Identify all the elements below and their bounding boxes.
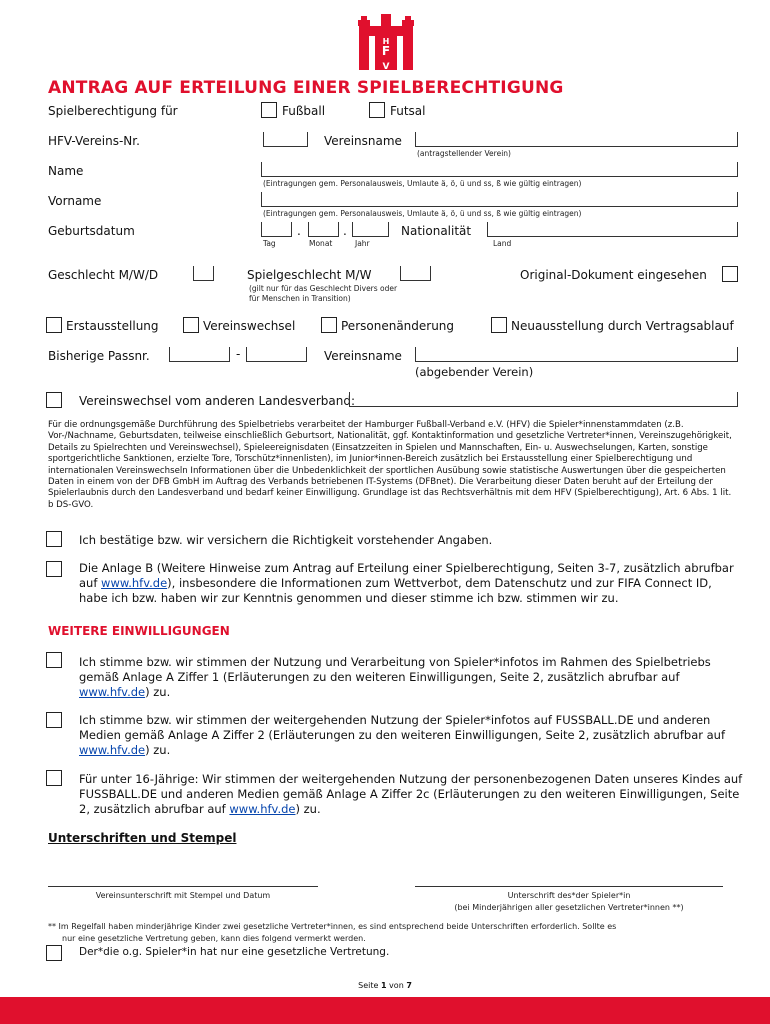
date-dot-2: . xyxy=(343,224,347,238)
neuausstellung-checkbox[interactable] xyxy=(491,317,507,333)
vereinsname-hint: (antragstellender Verein) xyxy=(417,149,511,158)
unterschriften-title: Unterschriften und Stempel xyxy=(48,831,237,845)
consent-fussballde-checkbox[interactable] xyxy=(46,712,62,728)
verein-signature-label: Vereinsunterschrift mit Stempel und Datum xyxy=(95,891,271,900)
form-title: ANTRAG AUF ERTEILUNG EINER SPIELBERECHTIGUNG xyxy=(48,78,564,98)
hfv-link[interactable]: www.hfv.de xyxy=(79,743,146,757)
name-hint: (Eintragungen gem. Personalausweis, Umlaute ä, ö, ü und ss, ß wie gültig eintragen) xyxy=(263,179,582,188)
spieler-signature-line[interactable] xyxy=(415,886,723,887)
abgebender-hint: (abgebender Verein) xyxy=(415,365,534,379)
personenaenderung-checkbox[interactable] xyxy=(321,317,337,333)
spieler-signature-label: Unterschrift des*der Spieler*in xyxy=(507,891,631,900)
vereinsname2-label: Vereinsname xyxy=(324,349,402,363)
vereinswechsel-label: Vereinswechsel xyxy=(203,319,296,333)
fussball-label: Fußball xyxy=(282,104,326,118)
confirm-richtigkeit-text: Ich bestätige bzw. wir versichern die Richtigkeit vorstehender Angaben. xyxy=(79,533,493,547)
weitere-einwilligungen-title: WEITERE EINWILLIGUNGEN xyxy=(48,624,230,638)
spielberechtigung-label: Spielberechtigung für xyxy=(48,104,178,118)
monat-field[interactable] xyxy=(308,236,338,237)
landesverband-field[interactable] xyxy=(349,406,737,407)
datenschutz-text: Für die ordnungsgemäße Durchführung des Spielbetriebs verarbeitet der Hamburger Fußball-Verband e.V. (HFV) die Spieler*innenstammdaten (z.B. Vor-/Nachname, Geburtsdaten, teilweise einschließlich Geburtsort, Nationalität, ggf. Kontaktinformation und gesetzliche Vertreter*innen, Vereinszugehörigkeit, Details zu Spielrechten und Vereinswechsel), Spieleereignisdaten (Einsatzzeiten in Spielen und Mannschaften, Ein- u. Auswechselungen, Karten, sonstige sportgerichtliche Sanktionen, erzielte Tore, Torschütz*innenlisten), im Junior*innen-Bereich zusätzlich bei Erstausstellung einer Spielberechtigung und internationalen Vereinswechseln Informationen über die Unbedenklichkeit der sportlichen Ausübung sowie statistische Auswertungen über die gespeicherten Daten in einem von der DFB GmbH im Auftrag des Verbands betriebenen IT-Systems (DFBnet). Die Verarbeitung dieser Daten beruht auf der Erteilung der Spielerlaubnis durch den Landesverband und bedarf keiner Einwilligung. Grundlage ist das Rechtsverhältnis mit dem HFV (Spielberechtigung), Art. 6 Abs. 1 lit. b DS-GVO. xyxy=(48,420,732,510)
hfv-link[interactable]: www.hfv.de xyxy=(229,802,296,816)
consent-fotos-checkbox[interactable] xyxy=(46,652,62,668)
footnote-line-1: ** Im Regelfall haben minderjährige Kinder zwei gesetzliche Vertreter*innen, es sind entsprechend beide Unterschriften erforderlich. Sollte es xyxy=(48,922,617,931)
erstausstellung-checkbox[interactable] xyxy=(46,317,62,333)
name-label: Name xyxy=(48,164,84,178)
vorname-field[interactable] xyxy=(261,206,737,207)
fussball-checkbox[interactable] xyxy=(261,102,277,118)
date-dot-1: . xyxy=(297,224,301,238)
futsal-checkbox[interactable] xyxy=(369,102,385,118)
personenaenderung-label: Personenänderung xyxy=(341,319,455,333)
footnote-line-2: nur eine gesetzliche Vertretung geben, kann dies folgend vermerkt werden. xyxy=(62,934,366,943)
spielgeschlecht-label: Spielgeschlecht M/W xyxy=(247,268,372,282)
tag-field[interactable] xyxy=(261,236,291,237)
single-rep-checkbox[interactable] xyxy=(46,945,62,961)
geburtsdatum-label: Geburtsdatum xyxy=(48,224,135,238)
geschlecht-field[interactable] xyxy=(193,280,213,281)
hfv-link[interactable]: www.hfv.de xyxy=(79,685,146,699)
vereinsnr-label: HFV-Vereins-Nr. xyxy=(48,134,140,148)
confirm-anlage-b-checkbox[interactable] xyxy=(46,561,62,577)
erstausstellung-label: Erstausstellung xyxy=(66,319,159,333)
jahr-field[interactable] xyxy=(352,236,388,237)
consent-fotos-text: Ich stimme bzw. wir stimmen der Nutzung und Verarbeitung von Spieler*infotos im Rahmen des Spielbetriebs gemäß Anlage A Ziffer 1 (Erläuterungen zu den weiteren Einwilligungen, Seite 2, zusätzlich abrufbar auf www.hfv.de) zu. xyxy=(79,655,711,699)
name-field[interactable] xyxy=(261,176,737,177)
svg-text:H: H xyxy=(382,37,390,46)
vereinswechsel-checkbox[interactable] xyxy=(183,317,199,333)
vereinsname-field[interactable] xyxy=(415,146,737,147)
spieler-signature-sublabel: (bei Minderjährigen aller gesetzlichen Vertreter*innen **) xyxy=(454,903,684,912)
footer-bar xyxy=(0,997,770,1024)
single-rep-text: Der*die o.g. Spieler*in hat nur eine gesetzliche Vertretung. xyxy=(79,946,390,958)
futsal-label: Futsal xyxy=(390,104,426,118)
landesverband-label: Vereinswechsel vom anderen Landesverband: xyxy=(79,394,356,408)
verein-signature-line[interactable] xyxy=(48,886,318,887)
consent-u16-text: Für unter 16-Jährige: Wir stimmen der weitergehenden Nutzung der personenbezogenen Daten unseres Kindes auf FUSSBALL.DE und anderen Medien gemäß Anlage A Ziffer 2c (Erläuterungen zu den weiteren Einwilligungen, Seite 2, zusätzlich abrufbar auf www.hfv.de) zu. xyxy=(79,772,743,816)
monat-hint: Monat xyxy=(309,239,333,248)
spielgeschlecht-field[interactable] xyxy=(400,280,430,281)
original-label: Original-Dokument eingesehen xyxy=(520,268,707,282)
nationalitaet-field[interactable] xyxy=(487,236,737,237)
vorname-label: Vorname xyxy=(48,194,102,208)
passnr-field-2[interactable] xyxy=(246,361,306,362)
geschlecht-label: Geschlecht M/W/D xyxy=(48,268,159,282)
neuausstellung-label: Neuausstellung durch Vertragsablauf xyxy=(511,319,734,333)
vereinsnr-field[interactable] xyxy=(263,146,307,147)
consent-fussballde-text: Ich stimme bzw. wir stimmen der weitergehenden Nutzung der Spieler*infotos auf FUSSBALL.DE und anderen Medien gemäß Anlage A Ziffer 2 (Erläuterungen zu den weiteren Einwilligungen, Seite 2, zusätzlich abrufbar auf www.hfv.de) zu. xyxy=(79,713,726,757)
page-number: Seite 1 von 7 xyxy=(358,981,412,990)
jahr-hint: Jahr xyxy=(355,239,370,248)
hfv-logo xyxy=(355,12,417,74)
vorname-hint: (Eintragungen gem. Personalausweis, Umlaute ä, ö, ü und ss, ß wie gültig eintragen) xyxy=(263,209,582,218)
spielgeschlecht-hint-2: für Menschen in Transition) xyxy=(249,294,351,303)
confirm-richtigkeit-checkbox[interactable] xyxy=(46,531,62,547)
tag-hint: Tag xyxy=(263,239,276,248)
landesverband-checkbox[interactable] xyxy=(46,392,62,408)
hfv-link[interactable]: www.hfv.de xyxy=(101,576,168,590)
land-hint: Land xyxy=(493,239,512,248)
passnr-label: Bisherige Passnr. xyxy=(48,349,150,363)
consent-u16-checkbox[interactable] xyxy=(46,770,62,786)
nationalitaet-label: Nationalität xyxy=(401,224,472,238)
passnr-dash: - xyxy=(236,347,241,361)
abgebender-verein-field[interactable] xyxy=(415,361,737,362)
confirm-anlage-b-text: Die Anlage B (Weitere Hinweise zum Antrag auf Erteilung einer Spielberechtigung, Seiten 3-7, zusätzlich abrufbar auf www.hfv.de), insbesondere die Informationen zum Wettverbot, dem Datenschutz und zur FIFA Connect ID, habe ich bzw. haben wir zur Kenntnis genommen und dieser stimme ich bzw. stimmen wir zu. xyxy=(79,561,734,605)
svg-text:V: V xyxy=(382,62,390,72)
original-checkbox[interactable] xyxy=(722,266,738,282)
svg-text:F: F xyxy=(381,44,391,58)
spielgeschlecht-hint-1: (gilt nur für das Geschlecht Divers oder xyxy=(249,284,398,293)
passnr-field-1[interactable] xyxy=(169,361,229,362)
vereinsname-label: Vereinsname xyxy=(324,134,402,148)
